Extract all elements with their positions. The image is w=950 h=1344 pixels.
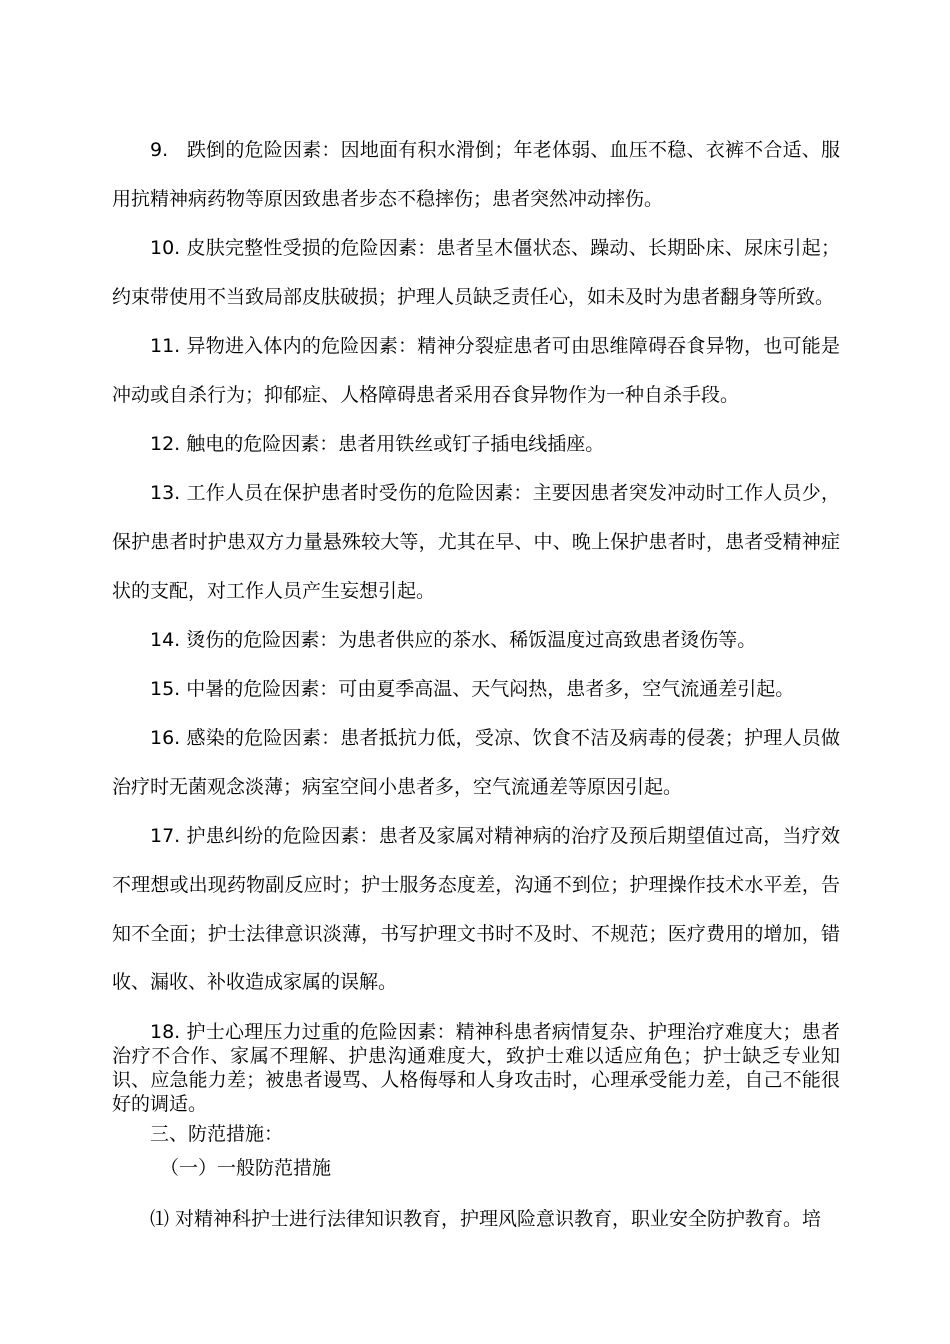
paragraph-item-10: 10. 皮肤完整性受损的危险因素：患者呈木僵状态、躁动、长期卧床、尿床引起；约束带使用不当致局部皮肤破损；护理人员缺乏责任心，如未及时为患者翻身等所致。	[112, 237, 840, 308]
paragraph-item-9: 9. 跌倒的危险因素：因地面有积水滑倒；年老体弱、血压不稳、衣裤不合适、服用抗精神病药物等原因致患者步态不稳摔伤；患者突然冲动摔伤。	[112, 139, 840, 210]
paragraph-item-12: 12. 触电的危险因素：患者用铁丝或钉子插电线插座。	[150, 433, 605, 455]
paragraph-item-17: 17. 护患纠纷的危险因素：患者及家属对精神病的治疗及预后期望值过高，当疗效不理想或出现药物副反应时；护士服务态度差，沟通不到位；护理操作技术水平差，告知不全面；护士法律意识淡薄，书写护理文书时不及时、不规范；医疗费用的增加，错收、漏收、补收造成家属的误解。	[112, 825, 840, 994]
paragraph-item-15: 15. 中暑的危险因素：可由夏季高温、天气闷热，患者多，空气流通差引起。	[150, 678, 795, 700]
subsection-heading: （一）一般防范措施	[160, 1157, 332, 1179]
paragraph-item-11: 11. 异物进入体内的危险因素：精神分裂症患者可由思维障碍吞食异物，也可能是冲动或自杀行为；抑郁症、人格障碍患者采用吞食异物作为一种自杀手段。	[112, 335, 840, 406]
paragraph-item-13: 13. 工作人员在保护患者时受伤的危险因素：主要因患者突发冲动时工作人员少，保护患者时护患双方力量悬殊较大等，尤其在早、中、晚上保护患者时，患者受精神症状的支配，对工作人员产生妄想引起。	[112, 482, 840, 602]
paragraph-item-16: 16. 感染的危险因素：患者抵抗力低，受凉、饮食不洁及病毒的侵袭；护理人员做治疗时无菌观念淡薄；病室空间小患者多，空气流通差等原因引起。	[112, 727, 840, 798]
section-heading: 三、防范措施：	[150, 1123, 284, 1145]
measure-paragraph-1: ⑴ 对精神科护士进行法律知识教育，护理风险意识教育，职业安全防护教育。培	[150, 1208, 822, 1230]
paragraph-item-18: 18. 护士心理压力过重的危险因素：精神科患者病情复杂、护理治疗难度大；患者治疗不合作、家属不理解、护患沟通难度大，致护士难以适应角色；护士缺乏专业知识、应急能力差；被患者谩骂、人格侮辱和人身攻击时，心理承受能力差，自己不能很好的调适。	[112, 1021, 840, 1115]
paragraph-item-14: 14. 烫伤的危险因素：为患者供应的茶水、稀饭温度过高致患者烫伤等。	[150, 629, 757, 651]
